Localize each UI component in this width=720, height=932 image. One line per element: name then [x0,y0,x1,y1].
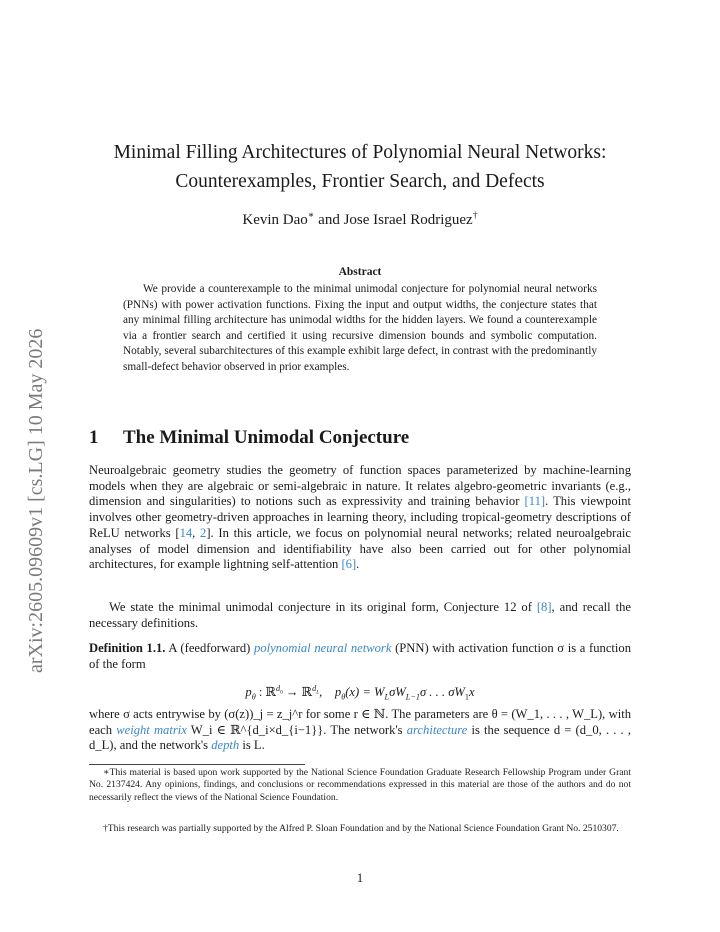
footnote-mark[interactable]: † [472,210,478,221]
math: : ℝ [255,685,276,700]
section-title: The Minimal Unimodal Conjecture [123,427,410,448]
term-link[interactable]: architecture [406,722,468,737]
body-text: (PNN) with activation function σ is a function of the form [89,641,631,671]
math: L−1 [405,692,420,702]
body-text: , and recall the necessary definitions. [89,600,631,630]
citation-link[interactable]: [8] [536,600,552,614]
paper-title-line-1: Minimal Filling Architectures of Polynomial Neural Networks: [113,142,607,163]
author-name: Kevin Dao [242,212,308,228]
citation-link[interactable]: 14 [179,525,193,540]
body-text: Neuroalgebraic geometry studies the geometry of function spaces parameterized by machine-learning models when they are algebraic or semi-algebraic in nature. It relates algebro-geometric invariants (e.g., dimension and singularities) to notions such as expressivity and training behavior [89,463,631,509]
footnote-2 [89,823,631,835]
definition-continuation [89,707,631,754]
math: L [384,692,390,702]
body-text: A (feedforward) [165,641,254,655]
math: σW [389,685,406,700]
citation-link[interactable]: [6] [341,557,357,572]
section-heading [89,427,409,449]
definition-block [89,641,631,672]
math: p [334,685,342,700]
section-number: 1 [89,427,99,448]
abstract-body [123,282,597,375]
math: σ . . . σW [419,685,465,700]
citation-link[interactable]: [11] [524,494,546,509]
body-text: ]. In this article, we focus on polynomial neural networks; related neuroalgebraic analyses of model dimension and identifiability have also been carried out for other polynomial architectures, for example lightning self-attention [89,525,632,572]
body-text: . This viewpoint involves other geometry-driven approaches in learning theory, including tropical-geometry descriptions of ReLU networks [ [89,494,631,540]
body-text: We state the minimal unimodal conjecture in its original form, Conjecture 12 of [109,600,537,614]
footnote-1 [89,767,631,804]
paper-title-line-2: Counterexamples, Frontier Search, and Defects [175,171,545,192]
citation-link[interactable]: 2 [200,525,207,540]
display-equation [89,684,631,702]
math: d [275,684,281,693]
arxiv-stamp [14,258,54,678]
math: d [312,684,317,693]
body-text: W_i ∈ ℝ^{d_i×d_{i−1}}. The network's [186,722,407,737]
author-name: Jose Israel Rodriguez [343,212,473,228]
math: p [245,685,252,700]
footnote-mark[interactable]: ∗ [307,210,315,221]
body-text: where σ acts entrywise by (σ(z))_j = z_j^r for some r ∈ ℕ. The parameters are θ = (W_1, . . . , W_L), with each [89,707,631,737]
page-number: 1 [356,871,364,885]
math: L [316,689,320,696]
term-link[interactable]: polynomial neural network [254,641,392,655]
body-text: . [356,557,360,572]
math: 1 [464,692,469,702]
body-text: is the sequence d = (d_0, . . . , d_L), and the network's [89,722,631,753]
conjecture-paragraph [89,600,631,631]
math: θ [251,692,256,702]
math: x [469,685,475,700]
intro-paragraph [89,463,631,573]
body-text: , [192,525,201,540]
term-link[interactable]: weight matrix [116,722,187,737]
definition-label: Definition 1.1. [89,641,166,655]
footnote-text: ∗This material is based upon work supported by the National Science Foundation Graduate Research Fellowship Program under Grant No. 2137424. Any opinions, findings, and conclusions or recommendations expressed in this material are those of the authors and do not necessarily reflect the views of the National Science Foundation. [89,767,631,803]
footnote-text: †This research was partially supported by the Alfred P. Sloan Foundation and by the National Science Foundation Grant No. 2510307. [103,823,619,834]
body-text: is L. [239,738,265,753]
math: 0 [280,689,283,696]
math: θ [341,692,346,702]
abstract-heading: Abstract [338,266,382,278]
math: , [319,685,323,700]
author-line [60,210,660,229]
math: → ℝ [282,685,313,700]
footnote-divider [89,764,305,765]
abstract-text: We provide a counterexample to the minimal unimodal conjecture for polynomial neural networks (PNNs) with power activation functions. Fixing the input and output widths, the conjecture states that any minimal filling architecture has unimodal widths for the hidden layers. We found a counterexample via a frontier search and certified it using recursive dimension bounds and symbolic computation. Notably, several subarchitectures of this example exhibit large defect, in contrast with the predominantly small-defect behavior observed in prior examples. [123,283,597,373]
author-conjunction: and [314,212,344,228]
arxiv-stamp-text: arXiv:2605.09609v1 [cs.LG] 10 May 2026 [25,328,47,673]
math: (x) = W [345,685,385,700]
term-link[interactable]: depth [211,738,240,753]
